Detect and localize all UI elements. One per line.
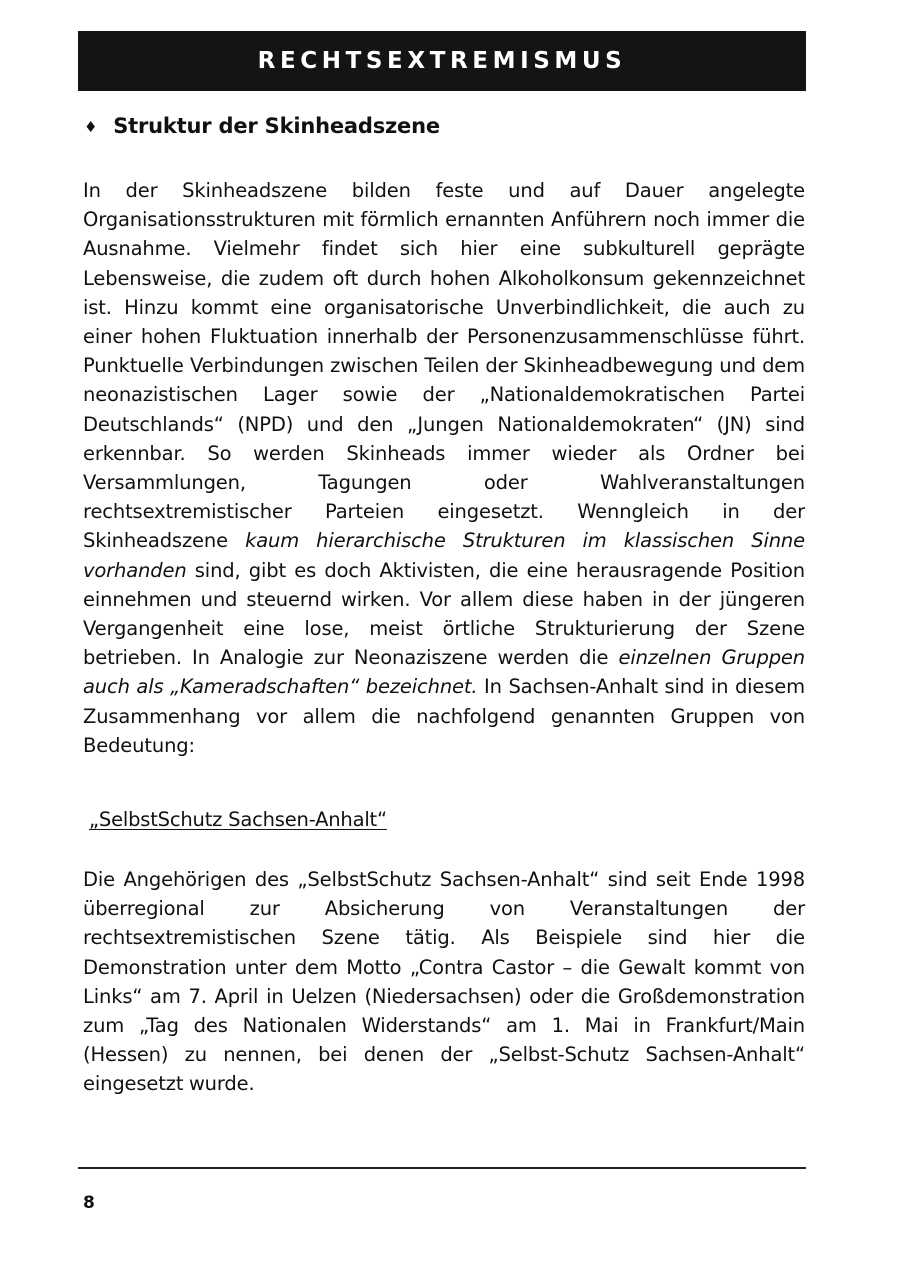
footer-divider [78, 1167, 806, 1169]
body-paragraph-2: Die Angehörigen des „SelbstSchutz Sachsen-Anhalt“ sind seit Ende 1998 überregional zur Absicherung von Veranstaltungen der rechtsextremistischen Szene tätig. Als Beispiele sind hier die Demonstration unter dem Motto „Contra Castor – die Gewalt kommt von Links“ am 7. April in Uelzen (Niedersachsen) oder die Großdemonstration zum „Tag des Nationalen Widerstands“ am 1. Mai in Frankfurt/Main (Hessen) zu nennen, bei denen der „Selbst-Schutz Sachsen-Anhalt“ eingesetzt wurde. [83, 868, 805, 1096]
section-heading [84, 114, 440, 138]
subsection-heading: „SelbstSchutz Sachsen-Anhalt“ [89, 808, 387, 831]
header-bar [78, 31, 806, 91]
header-title: RECHTSEXTREMISMUS [257, 48, 627, 74]
paragraph-1-text-b: sind, gibt es doch Aktivisten, die eine herausragende Position einnehmen und steuernd wirken. Vor allem diese haben in der jüngeren Vergangenheit eine lose, meist örtliche Strukturierung der Szene betrieben. In Analogie zur Neonaziszene werden die [83, 558, 805, 670]
section-heading-text: Struktur der Skinheadszene [113, 114, 440, 138]
diamond-bullet-icon: ♦ [84, 118, 98, 136]
paragraph-1-italic-a: kaum hierarchische Strukturen im klassischen Sinne vorhanden [83, 529, 805, 582]
paragraph-1-italic-b: einzelnen Gruppen auch als „Kameradschaften“ bezeichnet. [83, 646, 805, 699]
page-number: 8 [83, 1193, 95, 1213]
paragraph-1-text-c: In Sachsen-Anhalt sind in diesem Zusammenhang vor allem die nachfolgend genannten Gruppen von Bedeutung: [83, 675, 805, 757]
body-paragraph-1 [83, 176, 805, 760]
paragraph-1-text-a: In der Skinheadszene bilden feste und auf Dauer angelegte Organisationsstrukturen mit förmlich ernannten Anführern noch immer die Ausnahme. Vielmehr findet sich hier eine subkulturell geprägte Lebensweise, die zudem oft durch hohen Alkoholkonsum gekennzeichnet ist. Hinzu kommt eine organisatorische Unverbindlichkeit, die auch zu einer hohen Fluktuation innerhalb der Personenzusammenschlüsse führt. Punktuelle Verbindungen zwischen Teilen der Skinheadbewegung und dem neonazistischen Lager sowie der „Nationaldemokratischen Partei Deutschlands“ (NPD) und den „Jungen Nationaldemokraten“ (JN) sind erkennbar. So werden Skinheads immer wieder als Ordner bei Versammlungen, Tagungen oder Wahlveranstaltungen rechtsextremistischer Parteien eingesetzt. Wenngleich in der Skinheadszene [83, 179, 805, 553]
